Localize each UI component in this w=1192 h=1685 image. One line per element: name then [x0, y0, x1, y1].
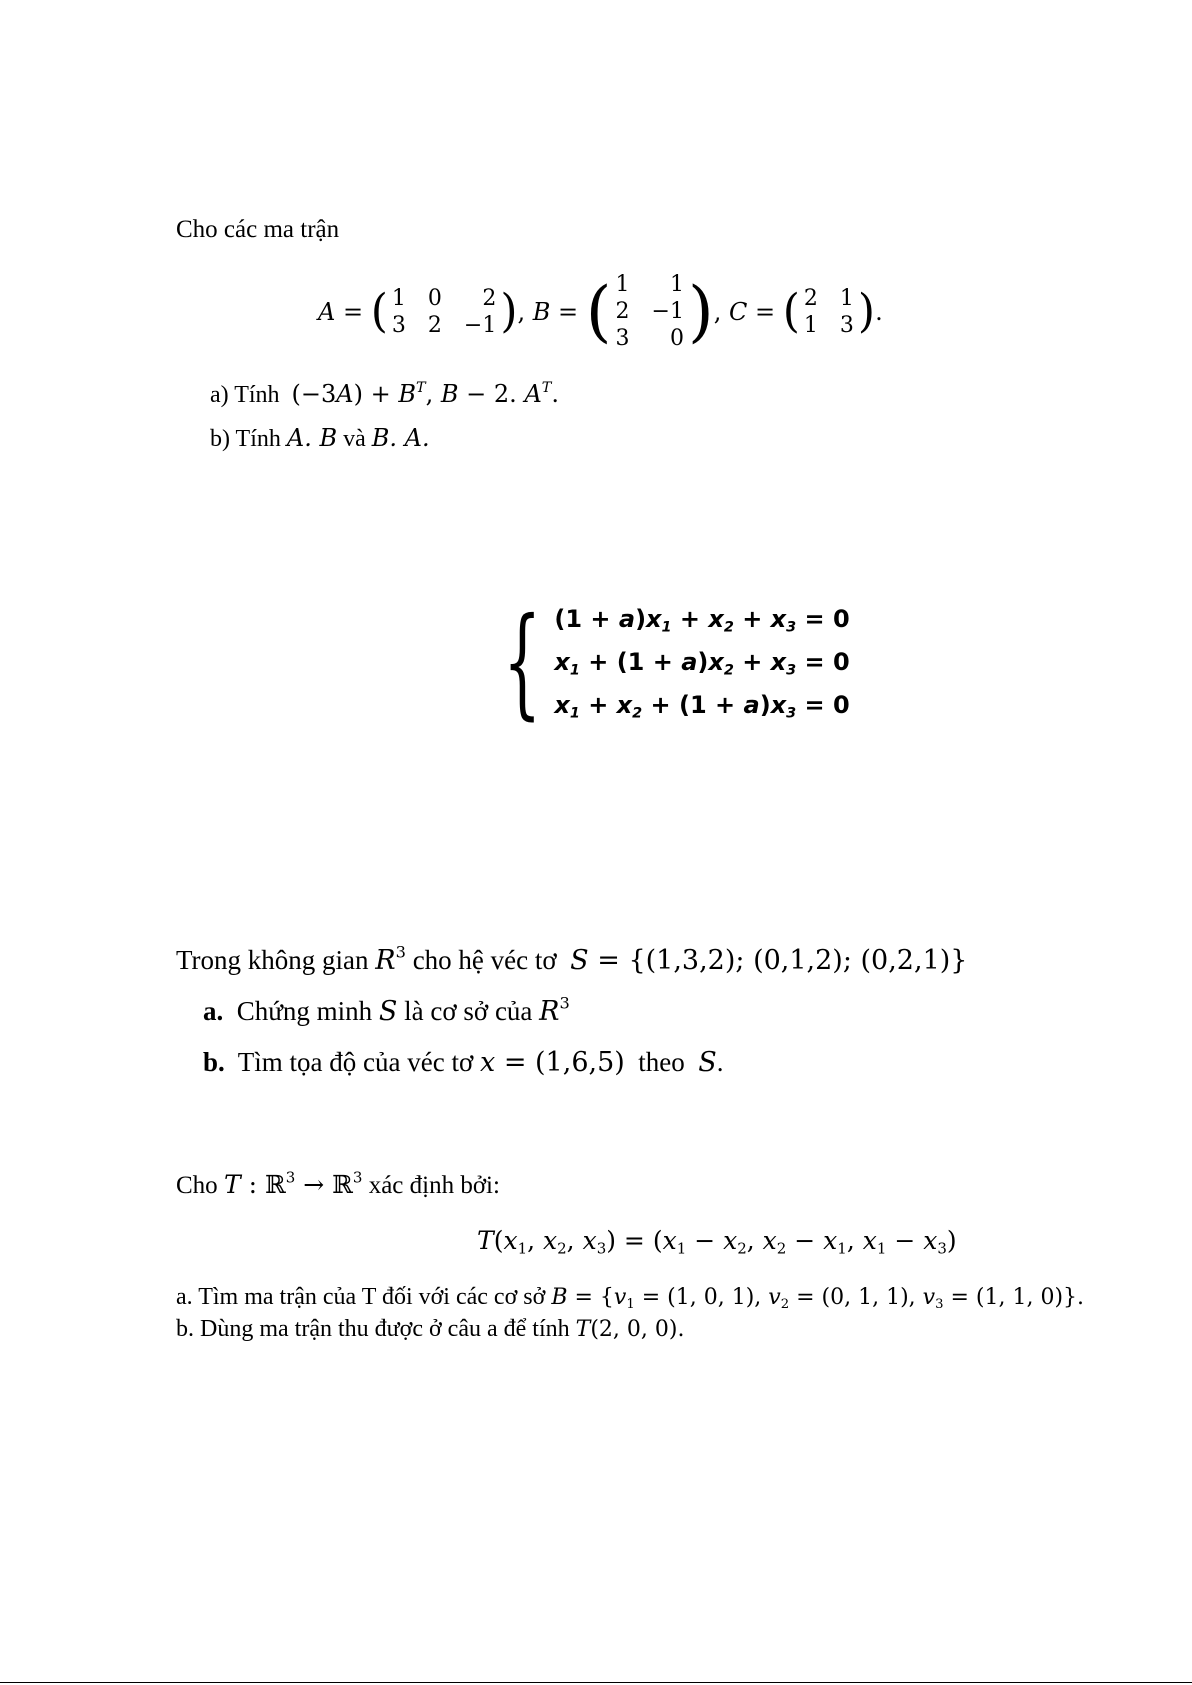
matrix-b-cell: 0 [669, 326, 684, 351]
problem1-intro: Cho các ma trận [176, 216, 340, 243]
system-equations [554, 598, 849, 727]
left-brace: { [503, 592, 542, 732]
problem4-part-a-text: a. Tìm ma trận của T đối với các cơ sở [176, 1284, 546, 1310]
linear-system [484, 592, 850, 732]
problem1-part-a [210, 380, 559, 409]
problem3-intro-prefix: Trong không gian [176, 945, 369, 975]
matrix-b-cell: 1 [615, 272, 630, 297]
page-bottom-border [0, 1682, 1192, 1683]
problem3-intro-mid: cho hệ véc tơ [412, 945, 557, 975]
problem3-part-a [203, 993, 570, 1027]
matrix-b-cell: −1 [651, 299, 684, 324]
matrix-b-cell: 2 [615, 299, 630, 324]
problem1-part-b [210, 424, 430, 453]
matrix-a-cell: 3 [391, 312, 406, 338]
part-b-text: Tìm tọa độ của véc tơ [237, 1047, 474, 1077]
vector-x: x = (1,6,5) [480, 1047, 625, 1078]
s-symbol-2: S [698, 1047, 717, 1078]
matrix-b-cell: 1 [669, 272, 684, 297]
s-symbol: S [378, 996, 398, 1027]
matrix-a-cell: 2 [482, 285, 497, 311]
equation-3: $x_1 + x_2 + (1 + a)x_3 = 0$ [554, 691, 850, 722]
equation-1: $(1 + a)x_1 + x_2 + x_3 = 0$ [554, 605, 850, 636]
part-b-expr2: B. A. [371, 424, 430, 452]
r3-symbol: $R^3$ [375, 942, 406, 976]
basis-b: $B = \{v_1 = (1$, 0, 1), $v_2 = (0$, 1, 1), $v_3 = (1$, 1, 0)}. [551, 1285, 1085, 1312]
matrix-c-cell: 1 [839, 285, 854, 311]
matrix-b: ( 1 1 2 −1 3 0 ) [585, 272, 714, 351]
matrix-a-cell: 0 [427, 285, 442, 311]
matrix-equations: A = ( 1 0 2 3 2 −1 ) , B = ( 1 1 2 −1 3 0 ) , C = ( 2 1 1 3 ) . [318, 272, 883, 351]
part-a-label: a) Tính [210, 382, 280, 408]
matrix-a-cell: −1 [463, 312, 497, 338]
problem4-part-a [176, 1284, 1084, 1311]
mapping: T : ℝ$^3$ → ℝ$^3$ [223, 1168, 363, 1199]
part-b-bullet: b. [203, 1047, 225, 1077]
t-eval: T(2, 0, 0). [575, 1317, 685, 1342]
matrix-b-cell: 3 [615, 326, 630, 351]
part-a-text: Chứng minh [236, 996, 373, 1026]
matrix-a-cell: 2 [427, 312, 442, 338]
part-a-expression: $(-3A) + B^T$, B − 2. $A^T$. [291, 379, 560, 408]
equation-2: $x_1 + (1 + a)x_2 + x_3 = 0$ [554, 648, 850, 679]
part-b-label: b) Tính [210, 426, 281, 452]
problem3-part-b: b. Tìm tọa độ của véc tơ x = (1,6,5) theo S. [203, 1047, 724, 1078]
set-s: S = {(1,3,2); (0,1,2); (0,2,1)} [570, 945, 968, 976]
part-a-bullet: a. [203, 996, 224, 1026]
r3-symbol-2: $R^3$ [539, 993, 570, 1027]
problem4-intro-suffix: xác định bởi: [368, 1172, 500, 1199]
matrix-a-cell: 1 [391, 285, 406, 311]
part-b-expr1: A. B [286, 424, 338, 452]
problem4-part-b [176, 1316, 684, 1343]
problem4-formula: $T(x_1$, $x_2$, $x_3) = (x_1 - x_2$, $x_2 - x_1$, $x_1 - x_3$) [477, 1226, 957, 1258]
problem4-part-b-text: b. Dùng ma trận thu được ở câu a để tính [176, 1316, 570, 1342]
part-b-and: và [343, 426, 366, 452]
part-a-text2: là cơ sở của [404, 996, 533, 1026]
problem4-intro [176, 1170, 500, 1200]
part-b-text2: theo [638, 1047, 685, 1077]
problem4-intro-prefix: Cho [176, 1172, 218, 1199]
matrix-c-cell: 1 [803, 312, 818, 338]
matrix-a: ( 1 0 2 3 2 −1 ) [370, 284, 518, 338]
problem3-intro [176, 942, 968, 976]
matrix-c: ( 2 1 1 3 ) [782, 284, 876, 338]
matrix-c-cell: 3 [839, 312, 854, 338]
matrix-c-cell: 2 [803, 285, 818, 311]
